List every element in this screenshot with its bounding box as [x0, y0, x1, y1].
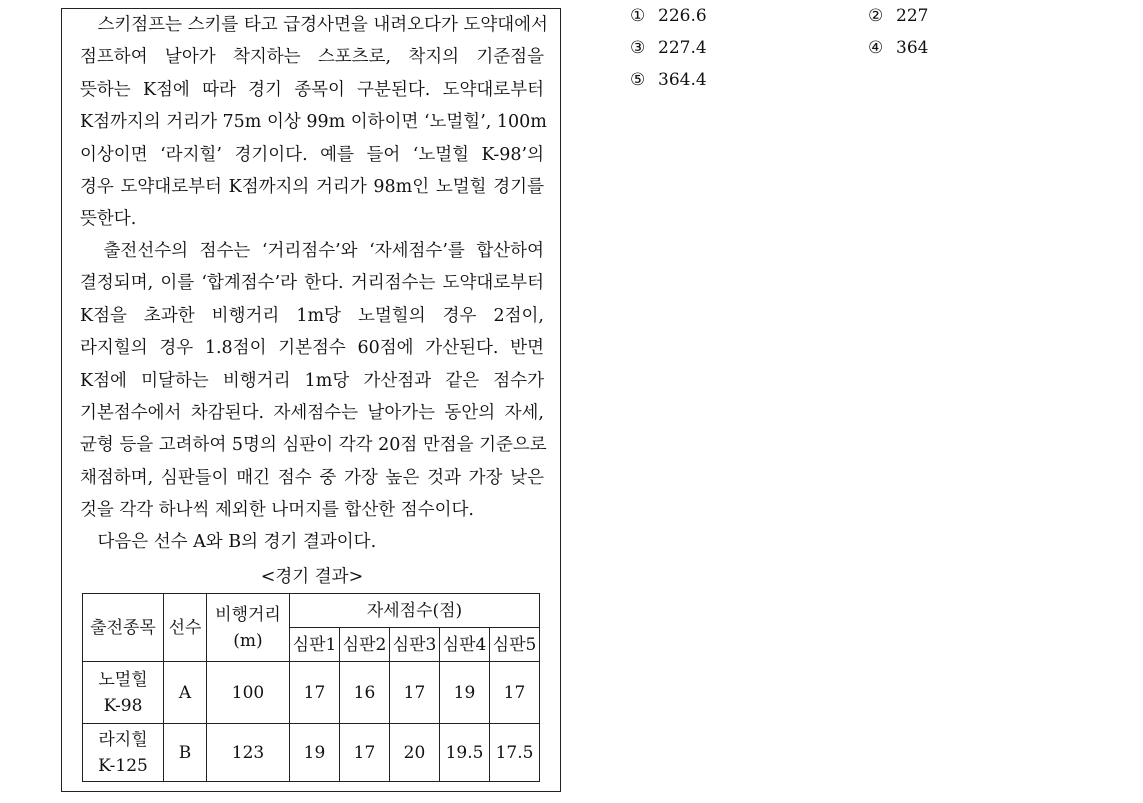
choice-number: ②: [868, 6, 884, 26]
cell-score: 19: [290, 724, 340, 782]
header-judge-2: 심판2: [340, 628, 390, 662]
text-line: 이상이면 ‘라지힐’ 경기이다. 예를 들어 ‘노멀힐 K-98’의: [80, 144, 544, 165]
cell-event: [83, 724, 164, 782]
text-line: 출전선수의 점수는 ‘거리점수’와 ‘자세점수’를 합산하여: [80, 241, 544, 261]
choice-number: ⑤: [630, 70, 646, 90]
choice-number: ④: [868, 38, 884, 58]
text-line: 것을 각각 하나씩 제외한 나머지를 합산한 점수이다.: [80, 500, 474, 521]
cell-score: 17.5: [490, 724, 540, 782]
table-caption: <경기 결과>: [260, 567, 364, 587]
header-style: 자세점수(점): [290, 594, 540, 628]
cell-score: 17: [290, 662, 340, 724]
cell-score: 16: [340, 662, 390, 724]
text-line: 스키점프는 스키를 타고 급경사면을 내려오다가 도약대에서: [80, 15, 548, 35]
table-row: [83, 662, 540, 724]
cell-score: 19: [440, 662, 490, 724]
choice-number: ③: [630, 38, 646, 58]
passage-box: [61, 8, 561, 792]
choice-1[interactable]: [630, 4, 707, 36]
header-distance: [207, 594, 290, 662]
text-line: 뜻한다.: [80, 209, 137, 230]
header-distance-text: 비행거리 (m): [215, 604, 281, 651]
header-judge-5: 심판5: [490, 628, 540, 662]
cell-score: 17: [490, 662, 540, 724]
choice-2[interactable]: [868, 4, 928, 36]
choice-value: 227.4: [658, 38, 707, 58]
header-event: 출전종목: [83, 594, 164, 662]
cell-player: B: [164, 724, 207, 782]
results-table: [82, 593, 540, 782]
cell-event: [83, 662, 164, 724]
header-player: 선수: [164, 594, 207, 662]
choice-4[interactable]: [868, 36, 928, 68]
text-line: 경우 도약대로부터 K점까지의 거리가 98m인 노멀힐 경기를: [80, 176, 544, 197]
paragraph-2: [80, 235, 547, 527]
choice-3[interactable]: [630, 36, 707, 68]
cell-score: 17: [340, 724, 390, 782]
header-judge-1: 심판1: [290, 628, 340, 662]
text-line: K점을 초과한 비행거리 1m당 노멀힐의 경우 2점이,: [80, 305, 544, 326]
choices-left: [630, 4, 707, 100]
paragraph-1: [80, 9, 548, 236]
header-judge-3: 심판3: [390, 628, 440, 662]
choice-5[interactable]: [630, 68, 707, 100]
cell-score: 17: [390, 662, 440, 724]
text-line: 다음은 선수 A와 B의 경기 결과이다.: [80, 532, 377, 552]
choice-number: ①: [630, 6, 646, 26]
paragraph-3: [80, 526, 544, 558]
text-line: K점까지의 거리가 75m 이상 99m 이하이면 ‘노멀힐’, 100m: [80, 112, 547, 133]
cell-event-text: 라지힐 K-125: [98, 729, 148, 776]
text-line: 기본점수에서 차감된다. 자세점수는 날아가는 동안의 자세,: [80, 402, 544, 423]
choice-value: 364.4: [658, 70, 707, 90]
text-line: 균형 등을 고려하여 5명의 심판이 각각 20점 만점을 기준으로: [80, 435, 547, 456]
choice-value: 364: [896, 38, 929, 58]
text-line: 라지힐의 경우 1.8점이 기본점수 60점에 가산된다. 반면: [80, 338, 544, 359]
text-line: 채점하며, 심판들이 매긴 점수 중 가장 높은 것과 가장 낮은: [80, 467, 544, 488]
text-line: K점에 미달하는 비행거리 1m당 가산점과 같은 점수가: [80, 370, 544, 391]
text-line: 점프하여 날아가 착지하는 스포츠로, 착지의 기준점을: [80, 47, 544, 68]
header-judge-4: 심판4: [440, 628, 490, 662]
cell-event-text: 노멀힐 K-98: [98, 669, 148, 716]
text-line: 결정되며, 이를 ‘합계점수’라 한다. 거리점수는 도약대로부터: [80, 273, 544, 294]
choices-right: [868, 4, 928, 68]
cell-score: 19.5: [440, 724, 490, 782]
cell-player: A: [164, 662, 207, 724]
text-line: 뜻하는 K점에 따라 경기 종목이 구분된다. 도약대로부터: [80, 79, 544, 100]
table-row: [83, 724, 540, 782]
cell-distance: 100: [207, 662, 290, 724]
choice-value: 227: [896, 6, 929, 26]
cell-score: 20: [390, 724, 440, 782]
choice-value: 226.6: [658, 6, 707, 26]
cell-distance: 123: [207, 724, 290, 782]
